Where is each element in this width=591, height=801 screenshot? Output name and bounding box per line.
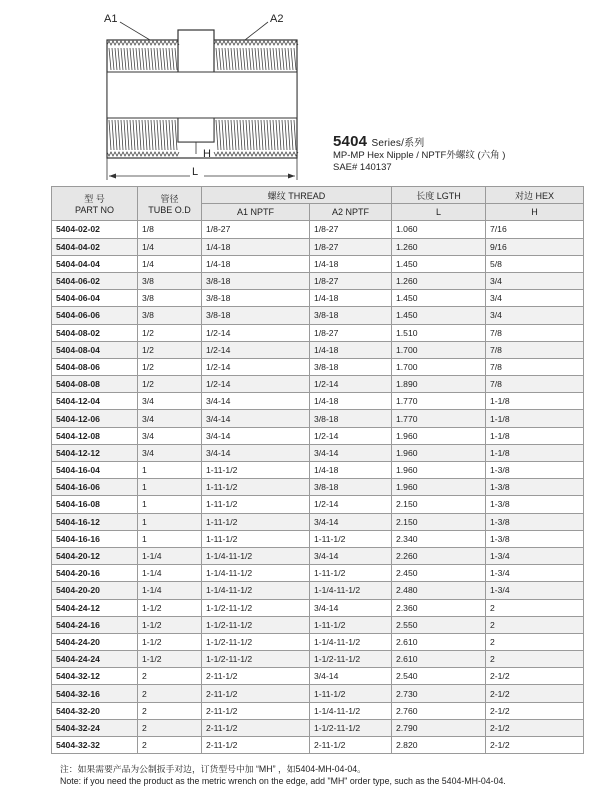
cell-length: 1.260	[392, 272, 486, 289]
table-row	[52, 307, 584, 324]
cell-a1-thread: 2-11-1/2	[202, 685, 310, 702]
cell-part-no: 5404-12-08	[52, 427, 138, 444]
cell-length: 2.340	[392, 530, 486, 547]
cell-a2-thread: 3/4-14	[310, 513, 392, 530]
cell-a1-thread: 1-11-1/2	[202, 530, 310, 547]
cell-tube-od: 1	[138, 496, 202, 513]
cell-hex: 1-1/8	[486, 410, 584, 427]
cell-a1-thread: 1-11-1/2	[202, 462, 310, 479]
cell-a1-thread: 3/8-18	[202, 290, 310, 307]
cell-length: 1.700	[392, 341, 486, 358]
cell-tube-od: 2	[138, 719, 202, 736]
cell-a1-thread: 3/4-14	[202, 427, 310, 444]
table-row	[52, 651, 584, 668]
cell-length: 1.890	[392, 376, 486, 393]
table-row	[52, 393, 584, 410]
cell-tube-od: 3/4	[138, 393, 202, 410]
cell-tube-od: 1/2	[138, 341, 202, 358]
cell-a1-thread: 1-1/2-11-1/2	[202, 651, 310, 668]
cell-tube-od: 1/4	[138, 255, 202, 272]
cell-length: 2.610	[392, 651, 486, 668]
cell-length: 1.260	[392, 238, 486, 255]
cell-a1-thread: 3/4-14	[202, 410, 310, 427]
cell-part-no: 5404-24-24	[52, 651, 138, 668]
cell-length: 2.360	[392, 599, 486, 616]
cell-part-no: 5404-24-12	[52, 599, 138, 616]
cell-length: 2.760	[392, 702, 486, 719]
cell-a2-thread: 1/8-27	[310, 238, 392, 255]
cell-tube-od: 1-1/2	[138, 599, 202, 616]
cell-length: 1.960	[392, 427, 486, 444]
cell-a1-thread: 3/8-18	[202, 272, 310, 289]
cell-a2-thread: 1/4-18	[310, 393, 392, 410]
hex-nipple-technical-drawing	[0, 0, 340, 185]
cell-hex: 2	[486, 651, 584, 668]
cell-length: 1.770	[392, 410, 486, 427]
cell-tube-od: 1	[138, 462, 202, 479]
cell-a1-thread: 1-11-1/2	[202, 496, 310, 513]
cell-tube-od: 2	[138, 737, 202, 754]
cell-length: 1.450	[392, 307, 486, 324]
table-row	[52, 376, 584, 393]
cell-a2-thread: 1/8-27	[310, 221, 392, 238]
cell-part-no: 5404-16-06	[52, 479, 138, 496]
table-row	[52, 496, 584, 513]
cell-a1-thread: 1-1/4-11-1/2	[202, 547, 310, 564]
table-row	[52, 547, 584, 564]
cell-hex: 1-3/4	[486, 565, 584, 582]
cell-hex: 2-1/2	[486, 737, 584, 754]
cell-a2-thread: 1-11-1/2	[310, 616, 392, 633]
table-row	[52, 255, 584, 272]
series-number: 5404	[333, 133, 368, 150]
label-l: L	[192, 166, 199, 178]
cell-tube-od: 1-1/2	[138, 616, 202, 633]
title-block	[333, 133, 583, 174]
label-h: H	[203, 148, 211, 160]
cell-a2-thread: 1/4-18	[310, 462, 392, 479]
cell-a1-thread: 1/4-18	[202, 238, 310, 255]
cell-hex: 7/8	[486, 358, 584, 375]
cell-a2-thread: 3/4-14	[310, 444, 392, 461]
cell-hex: 3/4	[486, 290, 584, 307]
header-hex: 对边 HEX	[486, 187, 584, 204]
cell-length: 1.450	[392, 255, 486, 272]
cell-hex: 2	[486, 633, 584, 650]
cell-hex: 5/8	[486, 255, 584, 272]
cell-hex: 2	[486, 616, 584, 633]
cell-tube-od: 2	[138, 668, 202, 685]
cell-hex: 7/8	[486, 376, 584, 393]
cell-hex: 1-3/4	[486, 582, 584, 599]
cell-a2-thread: 2-11-1/2	[310, 737, 392, 754]
table-row	[52, 427, 584, 444]
table-row	[52, 290, 584, 307]
cell-hex: 1-1/8	[486, 444, 584, 461]
cell-length: 2.450	[392, 565, 486, 582]
cell-a2-thread: 1/4-18	[310, 290, 392, 307]
cell-a2-thread: 1/2-14	[310, 376, 392, 393]
cell-a1-thread: 2-11-1/2	[202, 719, 310, 736]
cell-length: 2.150	[392, 496, 486, 513]
cell-hex: 7/16	[486, 221, 584, 238]
cell-tube-od: 1/8	[138, 221, 202, 238]
cell-hex: 1-3/8	[486, 462, 584, 479]
cell-length: 2.610	[392, 633, 486, 650]
cell-a2-thread: 1/4-18	[310, 341, 392, 358]
cell-a1-thread: 1/4-18	[202, 255, 310, 272]
cell-length: 2.480	[392, 582, 486, 599]
cell-part-no: 5404-04-02	[52, 238, 138, 255]
cell-a1-thread: 3/4-14	[202, 393, 310, 410]
cell-hex: 2	[486, 599, 584, 616]
cell-length: 2.260	[392, 547, 486, 564]
cell-tube-od: 1	[138, 513, 202, 530]
table-row	[52, 358, 584, 375]
cell-tube-od: 2	[138, 702, 202, 719]
cell-length: 1.960	[392, 444, 486, 461]
cell-part-no: 5404-08-08	[52, 376, 138, 393]
cell-length: 1.510	[392, 324, 486, 341]
cell-hex: 9/16	[486, 238, 584, 255]
cell-part-no: 5404-16-12	[52, 513, 138, 530]
cell-tube-od: 1/2	[138, 376, 202, 393]
cell-tube-od: 3/4	[138, 410, 202, 427]
cell-a2-thread: 1-1/2-11-1/2	[310, 719, 392, 736]
cell-part-no: 5404-32-20	[52, 702, 138, 719]
table-row	[52, 444, 584, 461]
cell-tube-od: 3/8	[138, 272, 202, 289]
cell-hex: 1-3/4	[486, 547, 584, 564]
cell-hex: 1-3/8	[486, 496, 584, 513]
table-row	[52, 272, 584, 289]
cell-a2-thread: 1-1/2-11-1/2	[310, 651, 392, 668]
cell-hex: 3/4	[486, 272, 584, 289]
table-row	[52, 668, 584, 685]
cell-length: 2.790	[392, 719, 486, 736]
table-row	[52, 719, 584, 736]
cell-a2-thread: 1-11-1/2	[310, 565, 392, 582]
cell-a2-thread: 3/4-14	[310, 668, 392, 685]
cell-part-no: 5404-20-16	[52, 565, 138, 582]
cell-length: 1.960	[392, 479, 486, 496]
cell-a2-thread: 3/8-18	[310, 479, 392, 496]
cell-tube-od: 1-1/4	[138, 547, 202, 564]
cell-a2-thread: 1-11-1/2	[310, 530, 392, 547]
cell-a2-thread: 1-1/4-11-1/2	[310, 702, 392, 719]
cell-part-no: 5404-12-04	[52, 393, 138, 410]
cell-part-no: 5404-16-08	[52, 496, 138, 513]
cell-a2-thread: 1-1/4-11-1/2	[310, 582, 392, 599]
cell-part-no: 5404-32-32	[52, 737, 138, 754]
cell-length: 1.450	[392, 290, 486, 307]
cell-a1-thread: 2-11-1/2	[202, 702, 310, 719]
table-row	[52, 685, 584, 702]
cell-length: 2.540	[392, 668, 486, 685]
cell-a1-thread: 1-1/4-11-1/2	[202, 582, 310, 599]
table-body	[52, 221, 584, 754]
cell-tube-od: 1	[138, 479, 202, 496]
label-a1: A1	[104, 13, 118, 25]
header-thread: 螺纹 THREAD	[202, 187, 392, 204]
table-row	[52, 341, 584, 358]
header-tube-od: 管径 TUBE O.D	[138, 187, 202, 221]
cell-length: 1.060	[392, 221, 486, 238]
cell-tube-od: 1-1/2	[138, 651, 202, 668]
cell-tube-od: 3/4	[138, 444, 202, 461]
cell-length: 1.770	[392, 393, 486, 410]
cell-a1-thread: 1-1/4-11-1/2	[202, 565, 310, 582]
table-row	[52, 616, 584, 633]
cell-tube-od: 3/8	[138, 307, 202, 324]
cell-length: 1.960	[392, 462, 486, 479]
cell-tube-od: 1/2	[138, 358, 202, 375]
cell-a1-thread: 1/2-14	[202, 341, 310, 358]
cell-hex: 7/8	[486, 341, 584, 358]
table-row	[52, 324, 584, 341]
table-row	[52, 530, 584, 547]
cell-part-no: 5404-24-16	[52, 616, 138, 633]
table-row	[52, 702, 584, 719]
cell-a2-thread: 3/8-18	[310, 358, 392, 375]
cell-part-no: 5404-08-04	[52, 341, 138, 358]
cell-part-no: 5404-12-12	[52, 444, 138, 461]
header-part-no: 型 号 PART NO	[52, 187, 138, 221]
series-suffix: Series/系列	[371, 138, 425, 149]
cell-a1-thread: 1-11-1/2	[202, 479, 310, 496]
cell-hex: 1-3/8	[486, 530, 584, 547]
cell-length: 2.820	[392, 737, 486, 754]
cell-a2-thread: 3/4-14	[310, 547, 392, 564]
cell-hex: 1-1/8	[486, 393, 584, 410]
cell-tube-od: 3/4	[138, 427, 202, 444]
cell-a2-thread: 1/4-18	[310, 255, 392, 272]
cell-tube-od: 2	[138, 685, 202, 702]
cell-a1-thread: 1-1/2-11-1/2	[202, 633, 310, 650]
table-row	[52, 565, 584, 582]
cell-hex: 1-3/8	[486, 479, 584, 496]
note-en: Note: if you need the product as the metric wrench on the edge, add "MH" order type, such as the 5404-MH-04-04.	[60, 776, 506, 786]
cell-hex: 7/8	[486, 324, 584, 341]
table-row	[52, 582, 584, 599]
note-cn: 注：如果需要产品为公制扳手对边，订货型号中加 “MH” ，如5404-MH-04-04。	[60, 764, 366, 774]
cell-a1-thread: 1-1/2-11-1/2	[202, 599, 310, 616]
cell-tube-od: 1-1/4	[138, 582, 202, 599]
cell-part-no: 5404-04-04	[52, 255, 138, 272]
cell-a1-thread: 1/2-14	[202, 358, 310, 375]
cell-a2-thread: 1-1/4-11-1/2	[310, 633, 392, 650]
cell-part-no: 5404-32-24	[52, 719, 138, 736]
cell-part-no: 5404-20-12	[52, 547, 138, 564]
cell-tube-od: 1	[138, 530, 202, 547]
cell-length: 2.550	[392, 616, 486, 633]
header-a1-nptf: A1 NPTF	[202, 204, 310, 221]
cell-a1-thread: 1-1/2-11-1/2	[202, 616, 310, 633]
header-hex-h: H	[486, 204, 584, 221]
cell-part-no: 5404-20-20	[52, 582, 138, 599]
cell-part-no: 5404-08-02	[52, 324, 138, 341]
cell-a1-thread: 2-11-1/2	[202, 668, 310, 685]
cell-a2-thread: 1/8-27	[310, 272, 392, 289]
cell-part-no: 5404-16-16	[52, 530, 138, 547]
cell-a2-thread: 1/2-14	[310, 427, 392, 444]
cell-part-no: 5404-06-04	[52, 290, 138, 307]
cell-part-no: 5404-16-04	[52, 462, 138, 479]
cell-tube-od: 1/4	[138, 238, 202, 255]
label-a2: A2	[270, 13, 284, 25]
cell-hex: 1-3/8	[486, 513, 584, 530]
cell-part-no: 5404-06-02	[52, 272, 138, 289]
cell-part-no: 5404-12-06	[52, 410, 138, 427]
table-row	[52, 479, 584, 496]
cell-hex: 2-1/2	[486, 702, 584, 719]
cell-hex: 2-1/2	[486, 685, 584, 702]
table-row	[52, 221, 584, 238]
series-title	[333, 133, 583, 150]
sae-number: SAE# 140137	[333, 162, 392, 173]
product-subtitle: MP-MP Hex Nipple / NPTF外螺纹 (六角 )	[333, 150, 506, 161]
table-row	[52, 462, 584, 479]
cell-length: 1.700	[392, 358, 486, 375]
cell-length: 2.150	[392, 513, 486, 530]
cell-a1-thread: 3/8-18	[202, 307, 310, 324]
cell-a1-thread: 2-11-1/2	[202, 737, 310, 754]
table-row	[52, 410, 584, 427]
cell-a2-thread: 3/8-18	[310, 410, 392, 427]
table-row	[52, 737, 584, 754]
cell-a1-thread: 1/2-14	[202, 376, 310, 393]
cell-part-no: 5404-06-06	[52, 307, 138, 324]
cell-part-no: 5404-32-16	[52, 685, 138, 702]
cell-hex: 3/4	[486, 307, 584, 324]
cell-a2-thread: 3/4-14	[310, 599, 392, 616]
cell-part-no: 5404-08-06	[52, 358, 138, 375]
cell-hex: 1-1/8	[486, 427, 584, 444]
cell-tube-od: 1/2	[138, 324, 202, 341]
table-row	[52, 513, 584, 530]
header-length: 长度 LGTH	[392, 187, 486, 204]
order-note	[60, 763, 585, 787]
cell-tube-od: 3/8	[138, 290, 202, 307]
header-length-l: L	[392, 204, 486, 221]
cell-a2-thread: 1/8-27	[310, 324, 392, 341]
cell-part-no: 5404-32-12	[52, 668, 138, 685]
cell-length: 2.730	[392, 685, 486, 702]
cell-a2-thread: 3/8-18	[310, 307, 392, 324]
cell-tube-od: 1-1/4	[138, 565, 202, 582]
cell-hex: 2-1/2	[486, 719, 584, 736]
cell-tube-od: 1-1/2	[138, 633, 202, 650]
cell-a1-thread: 1/8-27	[202, 221, 310, 238]
table-row	[52, 238, 584, 255]
cell-part-no: 5404-24-20	[52, 633, 138, 650]
cell-a1-thread: 1-11-1/2	[202, 513, 310, 530]
cell-part-no: 5404-02-02	[52, 221, 138, 238]
cell-a2-thread: 1/2-14	[310, 496, 392, 513]
table-row	[52, 633, 584, 650]
specification-table	[51, 186, 584, 754]
table-row	[52, 599, 584, 616]
cell-a2-thread: 1-11-1/2	[310, 685, 392, 702]
cell-a1-thread: 3/4-14	[202, 444, 310, 461]
cell-a1-thread: 1/2-14	[202, 324, 310, 341]
header-a2-nptf: A2 NPTF	[310, 204, 392, 221]
cell-hex: 2-1/2	[486, 668, 584, 685]
